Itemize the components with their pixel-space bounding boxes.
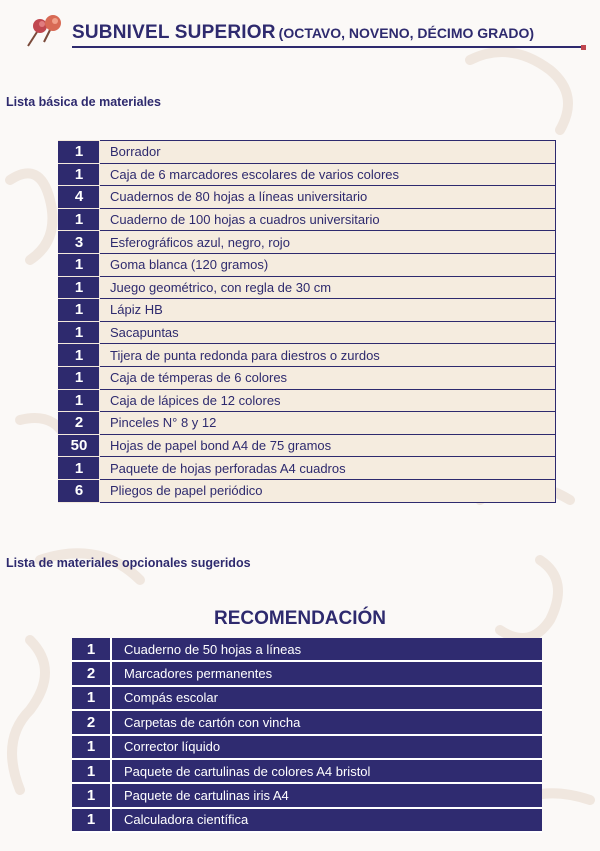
quantity-cell: 1 [72,638,111,661]
table-row [59,389,556,412]
description-cell: Lápiz HB [100,299,556,322]
title-grades: (OCTAVO, NOVENO, DÉCIMO GRADO) [278,25,535,41]
table-row [59,141,556,164]
basic-list-label: Lista básica de materiales [6,95,161,109]
quantity-cell: 2 [72,661,111,685]
table-row [72,808,542,832]
table-row [59,479,556,502]
table-row [72,783,542,807]
description-cell: Paquete de cartulinas de colores A4 bristol [111,759,542,783]
quantity-cell: 1 [59,299,100,322]
description-cell: Caja de 6 marcadores escolares de varios colores [100,163,556,186]
description-cell: Pliegos de papel periódico [100,479,556,502]
quantity-cell: 2 [72,710,111,734]
recommended-materials-table [72,638,542,833]
table-row [59,457,556,480]
description-cell: Hojas de papel bond A4 de 75 gramos [100,434,556,457]
table-row [59,276,556,299]
table-row [59,208,556,231]
description-cell: Tijera de punta redonda para diestros o zurdos [100,344,556,367]
table-row [72,735,542,759]
description-cell: Marcadores permanentes [111,661,542,685]
description-cell: Caja de témperas de 6 colores [100,366,556,389]
table-row [59,344,556,367]
description-cell: Pinceles N° 8 y 12 [100,412,556,435]
table-row [72,661,542,685]
quantity-cell: 1 [59,141,100,164]
basic-materials-table [58,140,556,503]
quantity-cell: 1 [72,808,111,832]
quantity-cell: 1 [59,366,100,389]
page-header [20,8,590,52]
description-cell: Cuaderno de 100 hojas a cuadros universitario [100,208,556,231]
description-cell: Caja de lápices de 12 colores [100,389,556,412]
description-cell: Borrador [100,141,556,164]
quantity-cell: 2 [59,412,100,435]
table-row [72,759,542,783]
quantity-cell: 1 [72,783,111,807]
table-row [72,710,542,734]
description-cell: Juego geométrico, con regla de 30 cm [100,276,556,299]
description-cell: Paquete de hojas perforadas A4 cuadros [100,457,556,480]
description-cell: Calculadora científica [111,808,542,832]
table-row [59,253,556,276]
quantity-cell: 1 [59,208,100,231]
quantity-cell: 1 [59,253,100,276]
title-underline [72,46,582,48]
title-main: SUBNIVEL SUPERIOR [72,22,276,43]
pushpin-icon [20,8,66,52]
quantity-cell: 1 [59,163,100,186]
quantity-cell: 1 [59,321,100,344]
quantity-cell: 1 [72,686,111,710]
table-row [59,366,556,389]
description-cell: Carpetas de cartón con vincha [111,710,542,734]
table-row [59,299,556,322]
quantity-cell: 1 [59,389,100,412]
description-cell: Compás escolar [111,686,542,710]
quantity-cell: 1 [59,276,100,299]
description-cell: Corrector líquido [111,735,542,759]
table-row [59,186,556,209]
recommendation-title: RECOMENDACIÓN [213,608,387,629]
description-cell: Cuaderno de 50 hojas a líneas [111,638,542,661]
table-row [59,231,556,254]
page-title [72,22,534,44]
description-cell: Cuadernos de 80 hojas a líneas universitario [100,186,556,209]
table-row [59,321,556,344]
description-cell: Sacapuntas [100,321,556,344]
table-row [59,434,556,457]
table-row [59,412,556,435]
table-row [72,686,542,710]
quantity-cell: 1 [72,759,111,783]
quantity-cell: 50 [59,434,100,457]
quantity-cell: 4 [59,186,100,209]
quantity-cell: 6 [59,479,100,502]
description-cell: Esferográficos azul, negro, rojo [100,231,556,254]
table-row [72,638,542,661]
table-row [59,163,556,186]
quantity-cell: 1 [72,735,111,759]
quantity-cell: 1 [59,457,100,480]
optional-list-label: Lista de materiales opcionales sugeridos [6,556,251,570]
quantity-cell: 1 [59,344,100,367]
description-cell: Goma blanca (120 gramos) [100,253,556,276]
quantity-cell: 3 [59,231,100,254]
description-cell: Paquete de cartulinas iris A4 [111,783,542,807]
title-accent-dot [581,45,586,50]
